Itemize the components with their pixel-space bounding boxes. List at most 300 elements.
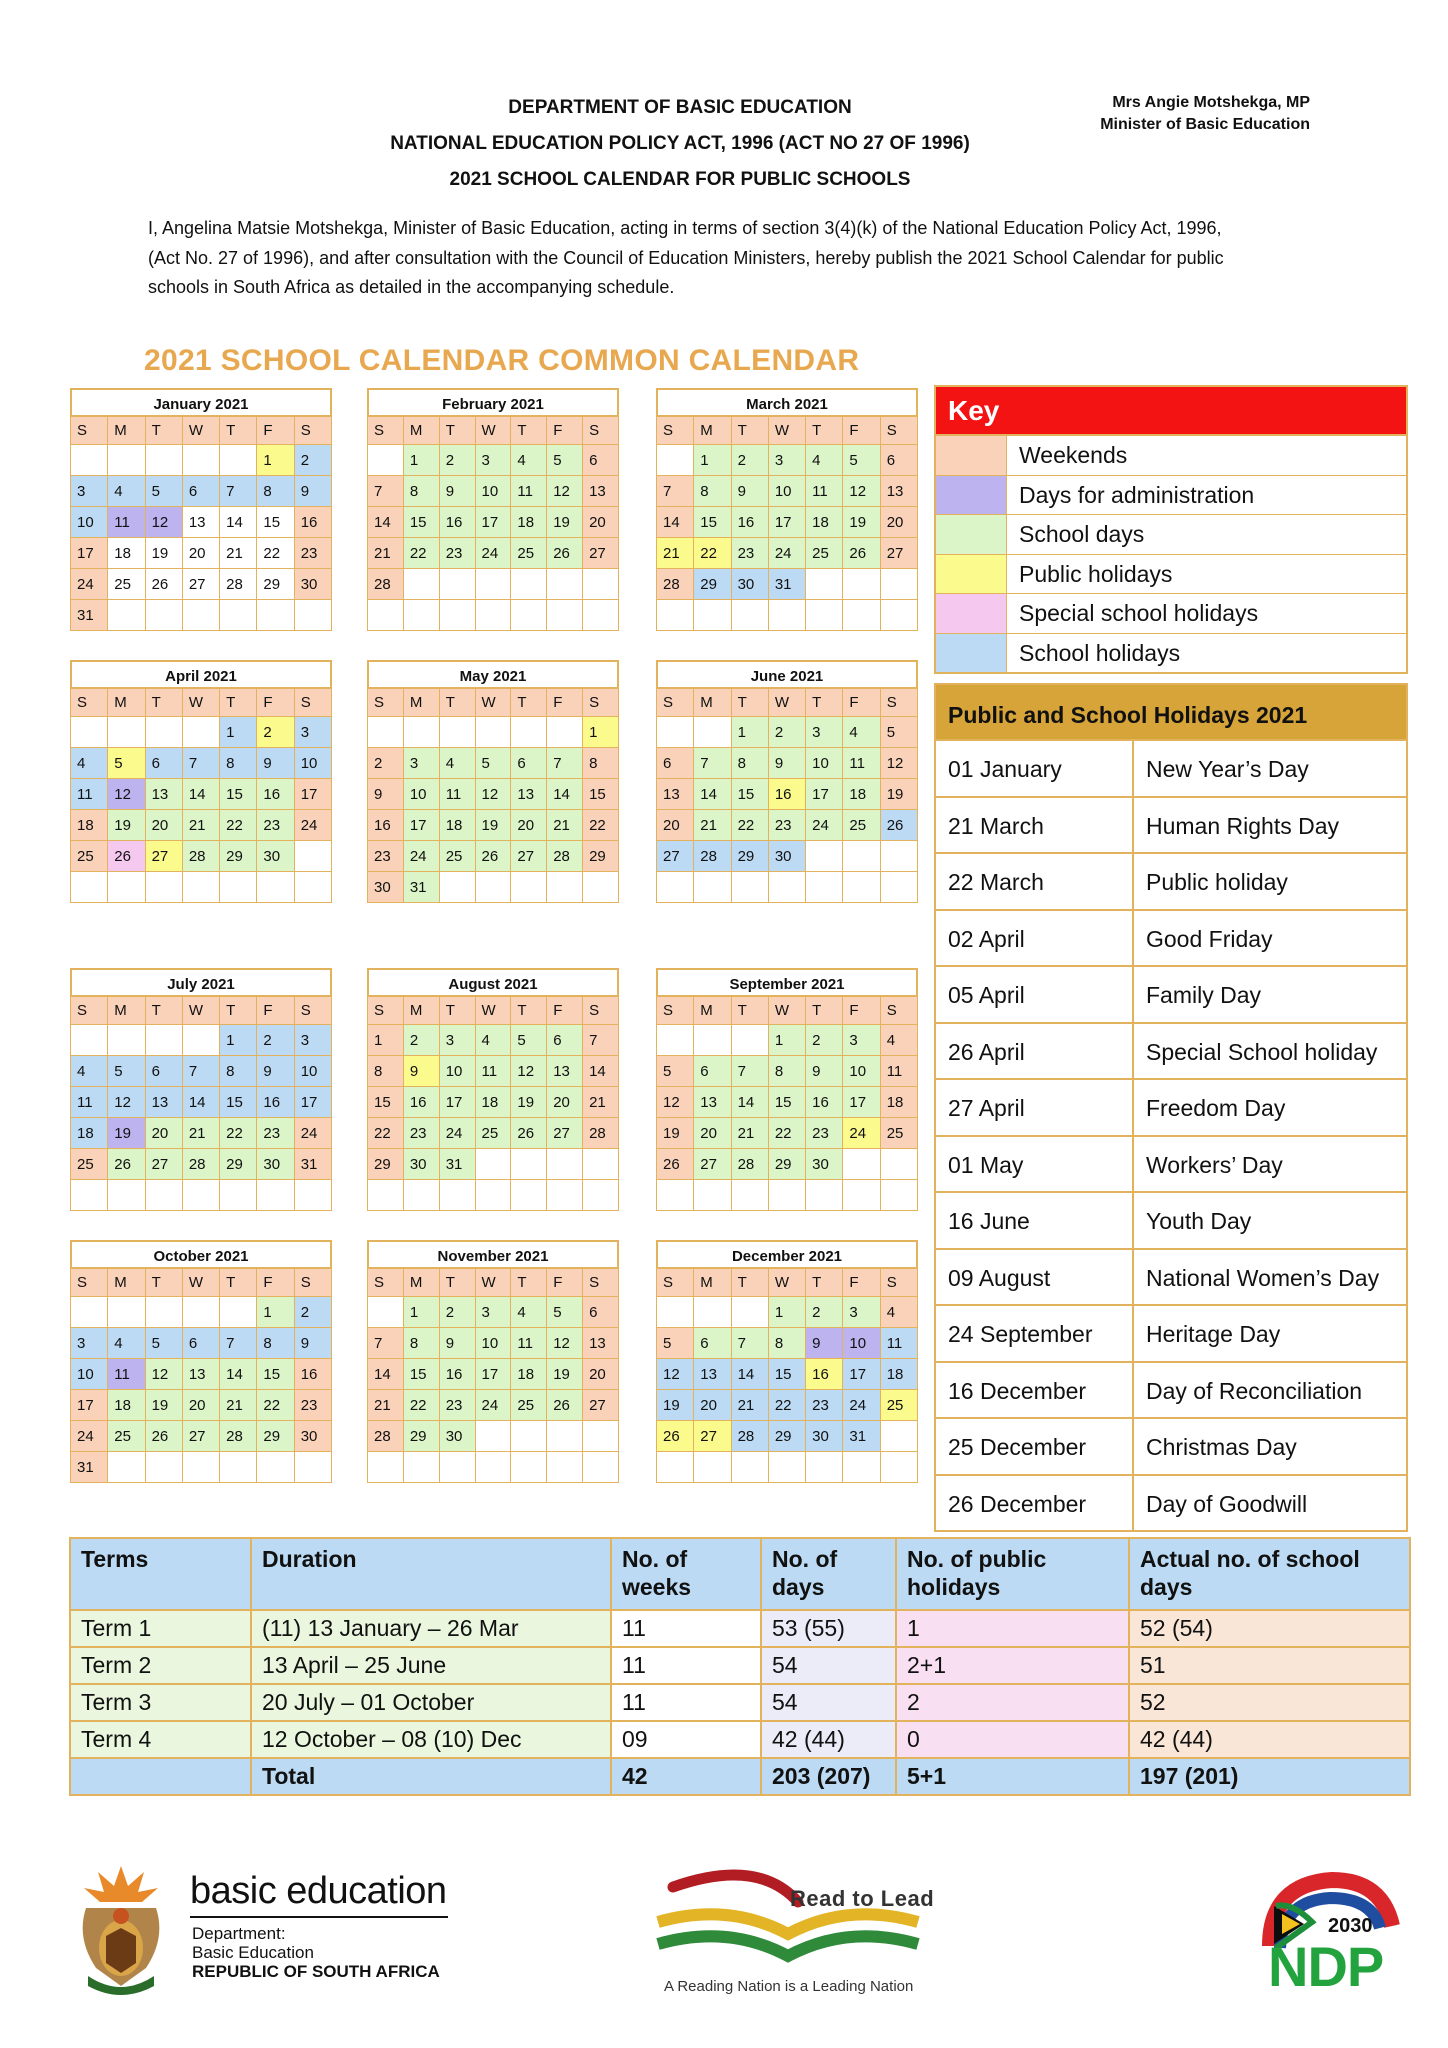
calendar-day: 7 [583,1025,619,1056]
calendar-day: 20 [694,1390,731,1421]
calendar-day: 13 [694,1359,731,1390]
calendar-empty-cell [843,872,880,903]
calendar-day: 18 [511,507,547,538]
weekday-header: S [368,1269,404,1297]
weekday-header: T [439,689,475,717]
calendar-day: 6 [583,445,619,476]
calendar-day: 13 [145,1087,182,1118]
weekday-header: M [403,1269,439,1297]
calendar-empty-cell [880,872,917,903]
calendar-day: 14 [694,779,731,810]
calendar-day: 12 [657,1087,694,1118]
coat-of-arms-logo [66,1858,176,1998]
calendar-day: 12 [880,748,917,779]
calendar-day: 5 [511,1025,547,1056]
calendar-day: 29 [403,1421,439,1452]
terms-cell: 2+1 [896,1647,1129,1684]
terms-header-cell: Terms [70,1538,251,1610]
month-title: June 2021 [656,660,918,688]
calendar-day: 4 [806,445,843,476]
calendar-empty-cell [368,1452,404,1483]
calendar-empty-cell [768,1180,805,1211]
calendar-empty-cell [257,872,294,903]
holiday-name: Special School holiday [1146,1038,1378,1065]
calendar-day: 23 [403,1118,439,1149]
calendar-day: 14 [583,1056,619,1087]
calendar-day: 6 [511,748,547,779]
weekday-header: T [731,689,768,717]
calendar-day: 5 [475,748,511,779]
calendar-day: 30 [403,1149,439,1180]
holiday-date: 16 June [936,1193,1134,1248]
calendar-empty-cell [475,600,511,631]
calendar-empty-cell [583,1421,619,1452]
terms-cell: 2 [896,1684,1129,1721]
calendar-empty-cell [880,569,917,600]
calendar-empty-cell [694,1452,731,1483]
calendar-day: 11 [108,507,145,538]
calendar-empty-cell [439,1180,475,1211]
month-title: February 2021 [367,388,619,416]
calendar-day: 17 [475,1359,511,1390]
calendar-day: 4 [108,1328,145,1359]
holiday-date: 01 May [936,1137,1134,1192]
weekday-header: M [403,997,439,1025]
holiday-date: 01 January [936,741,1134,796]
calendar-day: 24 [403,841,439,872]
weekday-header: T [731,417,768,445]
key-item [936,436,1406,475]
calendar-day: 25 [880,1390,917,1421]
calendar-day: 9 [731,476,768,507]
calendar-day: 8 [731,748,768,779]
calendar-day: 30 [294,1421,331,1452]
calendar-day: 7 [220,1328,257,1359]
calendar-day: 11 [880,1056,917,1087]
calendar-day: 3 [475,445,511,476]
calendar-day: 1 [768,1297,805,1328]
calendar-empty-cell [475,569,511,600]
calendar-day: 15 [220,779,257,810]
calendar-empty-cell [843,569,880,600]
calendar-day: 4 [880,1025,917,1056]
weekday-header: W [768,997,805,1025]
calendar-day: 27 [657,841,694,872]
terms-total-cell: Total [251,1758,611,1795]
weekday-header: M [108,417,145,445]
calendar-day: 6 [182,1328,219,1359]
calendar-empty-cell [657,1452,694,1483]
weekday-header: T [806,997,843,1025]
holiday-date: 26 April [936,1024,1134,1079]
weekday-header: S [583,689,619,717]
calendar-empty-cell [806,841,843,872]
calendar-day: 3 [294,717,331,748]
calendar-day: 27 [145,841,182,872]
calendar-day: 8 [403,1328,439,1359]
terms-total-cell [70,1758,251,1795]
calendar-empty-cell [583,569,619,600]
calendar-day: 20 [880,507,917,538]
terms-header-cell: No. of days [761,1538,896,1610]
terms-cell: 53 (55) [761,1610,896,1647]
calendar-empty-cell [511,1149,547,1180]
calendar-day: 21 [547,810,583,841]
dbe-dept-label: Department: [192,1924,286,1943]
calendar-day: 1 [257,445,294,476]
dbe-logo-wordmark: basic education [190,1870,447,1912]
weekday-header: W [182,1269,219,1297]
holidays-panel [934,683,1408,1532]
terms-header-cell: No. of public holidays [896,1538,1129,1610]
calendar-day: 28 [220,1421,257,1452]
calendar-empty-cell [368,1297,404,1328]
month-calendar [70,388,332,631]
key-item [936,554,1406,594]
month-calendar [70,660,332,903]
weekday-header: S [71,997,108,1025]
weekday-header: T [220,997,257,1025]
calendar-day: 22 [220,1118,257,1149]
calendar-day: 11 [108,1359,145,1390]
holiday-date: 22 March [936,854,1134,909]
calendar-day: 13 [182,1359,219,1390]
calendar-day: 17 [439,1087,475,1118]
calendar-empty-cell [880,600,917,631]
holiday-date: 24 September [936,1306,1134,1361]
calendar-day: 11 [511,476,547,507]
calendar-day: 23 [439,538,475,569]
calendar-empty-cell [182,872,219,903]
weekday-header: T [511,1269,547,1297]
calendar-day: 1 [220,1025,257,1056]
calendar-empty-cell [182,717,219,748]
calendar-day: 26 [880,810,917,841]
calendar-day: 13 [145,779,182,810]
calendar-empty-cell [182,1180,219,1211]
weekday-header: F [547,997,583,1025]
calendar-day: 14 [220,507,257,538]
calendar-day: 18 [108,538,145,569]
calendar-empty-cell [547,1452,583,1483]
calendar-empty-cell [694,1180,731,1211]
calendar-empty-cell [583,1180,619,1211]
calendar-day: 25 [108,1421,145,1452]
calendar-day: 14 [547,779,583,810]
calendar-day: 27 [583,1390,619,1421]
key-label: Weekends [1019,442,1128,468]
key-panel [934,385,1408,674]
weekday-header: M [694,997,731,1025]
calendar-day: 9 [368,779,404,810]
key-label: Public holidays [1019,560,1173,587]
calendar-title: 2021 SCHOOL CALENDAR COMMON CALENDAR [144,344,860,377]
weekday-header: T [439,997,475,1025]
weekday-header: S [71,689,108,717]
calendar-empty-cell [880,841,917,872]
calendar-day: 23 [806,1390,843,1421]
calendar-day: 14 [657,507,694,538]
calendar-day: 3 [71,1328,108,1359]
calendar-day: 10 [71,507,108,538]
calendar-day: 19 [880,779,917,810]
calendar-day: 12 [475,779,511,810]
calendar-day: 6 [583,1297,619,1328]
weekday-header: S [368,417,404,445]
calendar-day: 22 [694,538,731,569]
weekday-header: F [257,1269,294,1297]
calendar-empty-cell [439,569,475,600]
terms-table [69,1537,1411,1796]
month-title: August 2021 [367,968,619,996]
key-label: Special school holidays [1019,600,1259,626]
calendar-day: 5 [547,1297,583,1328]
calendar-empty-cell [71,1025,108,1056]
calendar-day: 10 [439,1056,475,1087]
terms-cell: 52 [1129,1684,1410,1721]
calendar-day: 10 [843,1056,880,1087]
weekday-header: W [182,997,219,1025]
calendar-day: 19 [475,810,511,841]
ndp-name: NDP [1268,1935,1384,1998]
calendar-day: 7 [368,1328,404,1359]
calendar-empty-cell [108,1180,145,1211]
calendar-empty-cell [475,1452,511,1483]
calendar-day: 16 [294,1359,331,1390]
calendar-empty-cell [294,841,331,872]
calendar-day: 15 [403,1359,439,1390]
calendar-day: 17 [768,507,805,538]
weekday-header: T [511,689,547,717]
calendar-day: 2 [294,1297,331,1328]
calendar-empty-cell [368,445,404,476]
calendar-day: 23 [294,1390,331,1421]
calendar-day: 16 [294,507,331,538]
calendar-day: 27 [145,1149,182,1180]
weekday-header: W [475,997,511,1025]
calendar-day: 6 [145,1056,182,1087]
calendar-day: 23 [294,538,331,569]
calendar-day: 15 [768,1087,805,1118]
month-calendar [70,1240,332,1483]
terms-total-cell: 5+1 [896,1758,1129,1795]
calendar-empty-cell [220,872,257,903]
weekday-header: M [108,1269,145,1297]
calendar-empty-cell [257,600,294,631]
calendar-day: 25 [511,538,547,569]
calendar-day: 24 [843,1390,880,1421]
weekday-header: F [257,997,294,1025]
calendar-day: 4 [108,476,145,507]
calendar-empty-cell [547,872,583,903]
calendar-day: 23 [368,841,404,872]
calendar-day: 8 [768,1056,805,1087]
calendar-day: 2 [439,445,475,476]
calendar-day: 2 [439,1297,475,1328]
calendar-day: 22 [257,538,294,569]
calendar-day: 23 [731,538,768,569]
calendar-day: 15 [257,1359,294,1390]
calendar-day: 26 [547,1390,583,1421]
calendar-day: 21 [731,1118,768,1149]
calendar-day: 5 [547,445,583,476]
calendar-empty-cell [657,1180,694,1211]
calendar-empty-cell [368,717,404,748]
terms-cell: 20 July – 01 October [251,1684,611,1721]
calendar-day: 20 [583,507,619,538]
holiday-name: Heritage Day [1146,1321,1281,1347]
calendar-day: 11 [880,1328,917,1359]
read-to-lead-tagline: A Reading Nation is a Leading Nation [664,1978,914,1995]
calendar-day: 17 [843,1359,880,1390]
weekday-header: S [657,997,694,1025]
calendar-day: 21 [368,1390,404,1421]
calendar-day: 31 [768,569,805,600]
calendar-day: 31 [403,872,439,903]
calendar-empty-cell [583,1452,619,1483]
weekday-header: M [403,689,439,717]
calendar-day: 29 [583,841,619,872]
calendar-day: 30 [731,569,768,600]
calendar-day: 24 [475,538,511,569]
calendar-day: 19 [145,538,182,569]
calendar-day: 10 [403,779,439,810]
weekday-header: S [583,417,619,445]
calendar-day: 1 [220,717,257,748]
terms-cell: 51 [1129,1647,1410,1684]
calendar-day: 22 [731,810,768,841]
calendar-day: 1 [368,1025,404,1056]
calendar-day: 30 [806,1421,843,1452]
calendar-day: 21 [583,1087,619,1118]
weekday-header: T [145,997,182,1025]
weekday-header: T [220,689,257,717]
calendar-day: 8 [768,1328,805,1359]
terms-header-cell: Actual no. of school days [1129,1538,1410,1610]
holiday-date: 27 April [936,1080,1134,1135]
calendar-day: 21 [220,538,257,569]
weekday-header: T [511,417,547,445]
calendar-day: 29 [368,1149,404,1180]
key-label: Days for administration [1019,481,1255,508]
calendar-day: 25 [511,1390,547,1421]
calendar-day: 23 [768,810,805,841]
calendar-day: 25 [108,569,145,600]
calendar-empty-cell [294,1180,331,1211]
calendar-empty-cell [583,872,619,903]
calendar-day: 27 [583,538,619,569]
calendar-day: 1 [257,1297,294,1328]
terms-header-cell: Duration [251,1538,611,1610]
calendar-day: 22 [403,538,439,569]
calendar-empty-cell [731,1452,768,1483]
calendar-empty-cell [657,445,694,476]
calendar-day: 24 [294,810,331,841]
calendar-empty-cell [547,1421,583,1452]
calendar-empty-cell [657,872,694,903]
calendar-day: 30 [257,841,294,872]
calendar-day: 21 [182,810,219,841]
calendar-day: 12 [145,507,182,538]
holiday-row [936,965,1406,1022]
holiday-row [936,1248,1406,1305]
calendar-day: 18 [108,1390,145,1421]
calendar-empty-cell [145,1025,182,1056]
calendar-day: 6 [182,476,219,507]
calendar-day: 16 [768,779,805,810]
weekday-header: T [731,1269,768,1297]
calendar-empty-cell [182,445,219,476]
calendar-empty-cell [731,600,768,631]
calendar-day: 18 [511,1359,547,1390]
calendar-day: 5 [145,1328,182,1359]
key-title: Key [936,387,1406,436]
calendar-day: 12 [547,1328,583,1359]
month-title: March 2021 [656,388,918,416]
calendar-day: 12 [145,1359,182,1390]
calendar-day: 9 [257,748,294,779]
minister-block [1040,92,1310,136]
weekday-header: T [439,1269,475,1297]
key-item [936,475,1406,515]
calendar-empty-cell [547,600,583,631]
calendar-day: 4 [511,445,547,476]
calendar-day: 13 [694,1087,731,1118]
calendar-day: 3 [403,748,439,779]
header-line-1: DEPARTMENT OF BASIC EDUCATION [508,97,852,118]
calendar-day: 25 [880,1118,917,1149]
read-to-lead-logo [648,1862,938,1982]
calendar-day: 15 [220,1087,257,1118]
calendar-day: 8 [694,476,731,507]
calendar-day: 2 [368,748,404,779]
calendar-day: 23 [257,810,294,841]
calendar-day: 15 [257,507,294,538]
calendar-day: 27 [694,1149,731,1180]
key-item [936,514,1406,554]
terms-row [70,1647,1410,1684]
calendar-day: 31 [71,600,108,631]
holiday-row [936,1022,1406,1079]
key-swatch [936,476,1007,515]
calendar-day: 16 [806,1087,843,1118]
calendar-day: 3 [439,1025,475,1056]
calendar-day: 18 [880,1087,917,1118]
calendar-empty-cell [108,600,145,631]
terms-cell: Term 2 [70,1647,251,1684]
calendar-day: 13 [547,1056,583,1087]
calendar-day: 24 [71,1421,108,1452]
calendar-empty-cell [880,1180,917,1211]
holiday-name: Day of Reconciliation [1146,1377,1363,1404]
terms-cell: (11) 13 January – 26 Mar [251,1610,611,1647]
terms-cell: 1 [896,1610,1129,1647]
calendar-day: 13 [182,507,219,538]
terms-total-row [70,1758,1410,1795]
calendar-day: 29 [220,841,257,872]
calendar-day: 15 [768,1359,805,1390]
calendar-day: 19 [511,1087,547,1118]
weekday-header: S [880,1269,917,1297]
month-calendar [656,1240,918,1483]
calendar-day: 26 [657,1421,694,1452]
month-calendar [367,660,619,903]
calendar-day: 9 [403,1056,439,1087]
holiday-date: 16 December [936,1363,1134,1418]
key-swatch [936,436,1007,475]
dbe-name-label: Basic Education [192,1943,314,1962]
calendar-day: 9 [806,1328,843,1359]
